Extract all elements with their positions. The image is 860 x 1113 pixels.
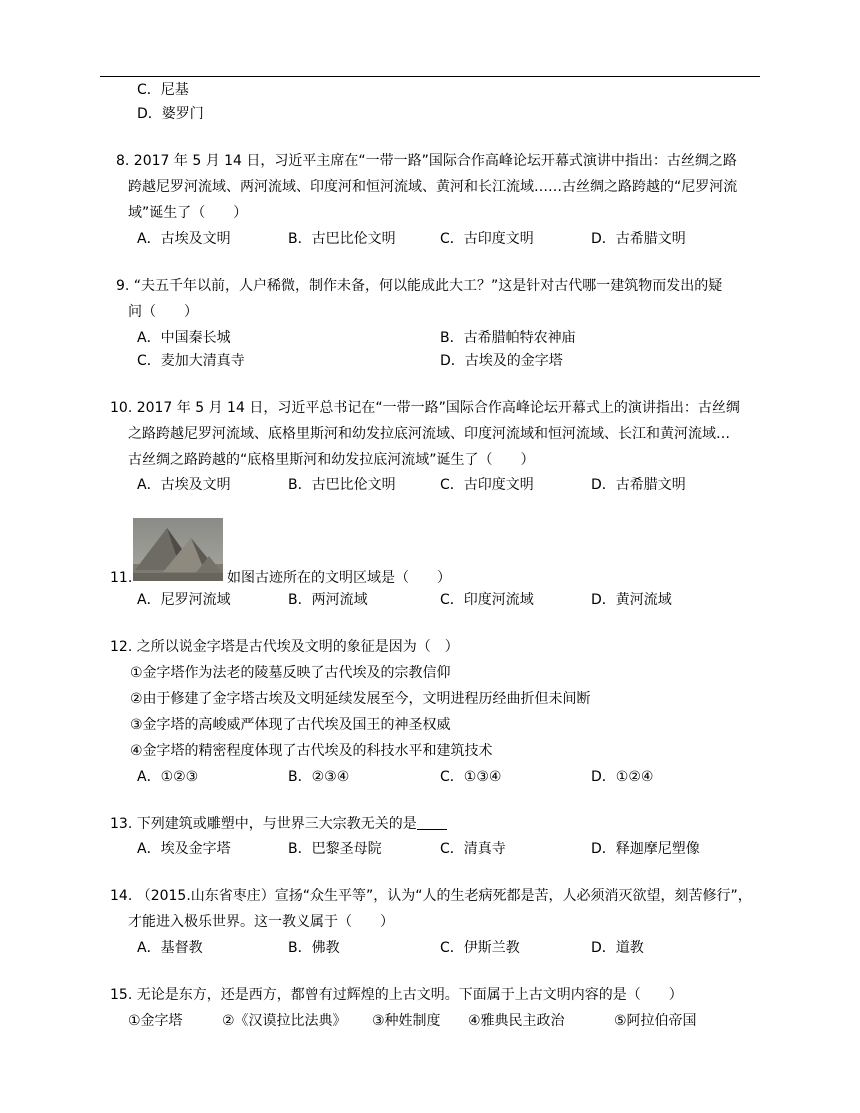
q14-text-line2: 才能进入极乐世界。这一教义属于（ ） <box>128 914 394 930</box>
q10-text-line1: 10. 2017 年 5 月 14 日，习近平总书记在“一带一路”国际合作高峰论坛开幕式上的演讲指出：古丝绸 <box>110 400 740 416</box>
q8-option-d: D．古希腊文明 <box>591 231 686 247</box>
q14-option-d: D．道教 <box>591 940 644 956</box>
q10-option-c: C．古印度文明 <box>440 477 534 493</box>
prev-option-d: D．婆罗门 <box>137 106 204 122</box>
q9-text-line1: 9. “夫五千年以前，人户稀微，制作未备，何以能成此大工？”这是针对古代哪一建筑物而发出的疑 <box>116 278 723 294</box>
q14-option-b: B．佛教 <box>288 940 340 956</box>
q10-text-line3: 古丝绸之路跨越的“底格里斯河和幼发拉底河流域”诞生了（ ） <box>128 452 535 468</box>
q10-option-d: D．古希腊文明 <box>591 477 686 493</box>
q12-statement-2: ②由于修建了金字塔古埃及文明延续发展至今，文明进程历经曲折但未间断 <box>130 691 591 707</box>
q12-option-c: C．①③④ <box>440 769 502 785</box>
q15-item-4: ④雅典民主政治 <box>468 1013 565 1029</box>
header-rule <box>100 76 760 77</box>
q8-option-c: C．古印度文明 <box>440 231 534 247</box>
q14-option-a: A．基督教 <box>137 940 203 956</box>
q13-option-b: B．巴黎圣母院 <box>288 841 382 857</box>
q8-option-b: B．古巴比伦文明 <box>288 231 396 247</box>
q15-item-1: ①金字塔 <box>128 1013 183 1029</box>
q8-option-a: A．古埃及文明 <box>137 231 231 247</box>
q14-text-line1: 14. （2015.山东省枣庄）宣扬“众生平等”，认为“人的生老病死都是苦，人必须消灭欲望，刻苦修行”， <box>110 888 752 904</box>
pyramid-photo <box>133 518 223 581</box>
q10-option-b: B．古巴比伦文明 <box>288 477 396 493</box>
q9-option-d: D．古埃及的金字塔 <box>440 353 563 369</box>
q11-option-c: C．印度河流域 <box>440 592 534 608</box>
q8-text-line1: 8. 2017 年 5 月 14 日，习近平主席在“一带一路”国际合作高峰论坛开幕式演讲中指出：古丝绸之路 <box>116 153 737 169</box>
q9-option-a: A．中国秦长城 <box>137 330 231 346</box>
q9-text-line2: 问（ ） <box>128 304 198 320</box>
q11-text: 如图古迹所在的文明区域是（ ） <box>227 570 451 586</box>
q8-text-line3: 域”诞生了（ ） <box>128 205 248 221</box>
q13-text-line1 <box>110 814 447 834</box>
q13-option-c: C．清真寺 <box>440 841 506 857</box>
q10-text-line2: 之路跨越尼罗河流域、底格里斯河和幼发拉底河流域、印度河流域和恒河流域、长江和黄河流域… <box>128 426 730 442</box>
q14-option-c: C．伊斯兰教 <box>440 940 520 956</box>
q9-option-b: B．古希腊帕特农神庙 <box>440 330 576 346</box>
q12-option-d: D．①②④ <box>591 769 654 785</box>
q13-option-d: D．释迦摩尼塑像 <box>591 841 700 857</box>
q11-option-d: D．黄河流域 <box>591 592 672 608</box>
q13-answer-blank <box>417 815 447 830</box>
q12-option-b: B．②③④ <box>288 769 350 785</box>
q12-statement-3: ③金字塔的高峻威严体现了古代埃及国王的神圣权威 <box>130 717 451 733</box>
q15-item-2: ②《汉谟拉比法典》 <box>222 1013 347 1029</box>
q15-item-5: ⑤阿拉伯帝国 <box>614 1013 697 1029</box>
q11-number: 11. <box>110 570 133 586</box>
q10-option-a: A．古埃及文明 <box>137 477 231 493</box>
q12-statement-1: ①金字塔作为法老的陵墓反映了古代埃及的宗教信仰 <box>130 665 451 681</box>
q12-statement-4: ④金字塔的精密程度体现了古代埃及的科技水平和建筑技术 <box>130 743 493 759</box>
q11-option-b: B．两河流域 <box>288 592 368 608</box>
q12-option-a: A．①②③ <box>137 769 199 785</box>
q13-option-a: A．埃及金字塔 <box>137 841 231 857</box>
q15-item-3: ③种姓制度 <box>372 1013 441 1029</box>
q8-text-line2: 跨越尼罗河流域、两河流域、印度河和恒河流域、黄河和长江流域……古丝绸之路跨越的“尼罗河流 <box>128 179 738 195</box>
q13-question: 13. 下列建筑或雕塑中，与世界三大宗教无关的是 <box>110 816 417 832</box>
q11-option-a: A．尼罗河流域 <box>137 592 231 608</box>
prev-option-c: C．尼基 <box>137 82 189 98</box>
q12-text-line1: 12. 之所以说金字塔是古代埃及文明的象征是因为（ ） <box>110 639 459 655</box>
q15-text-line1: 15. 无论是东方，还是西方，都曾有过辉煌的上古文明。下面属于上古文明内容的是（ ） <box>110 987 683 1003</box>
q9-option-c: C．麦加大清真寺 <box>137 353 245 369</box>
